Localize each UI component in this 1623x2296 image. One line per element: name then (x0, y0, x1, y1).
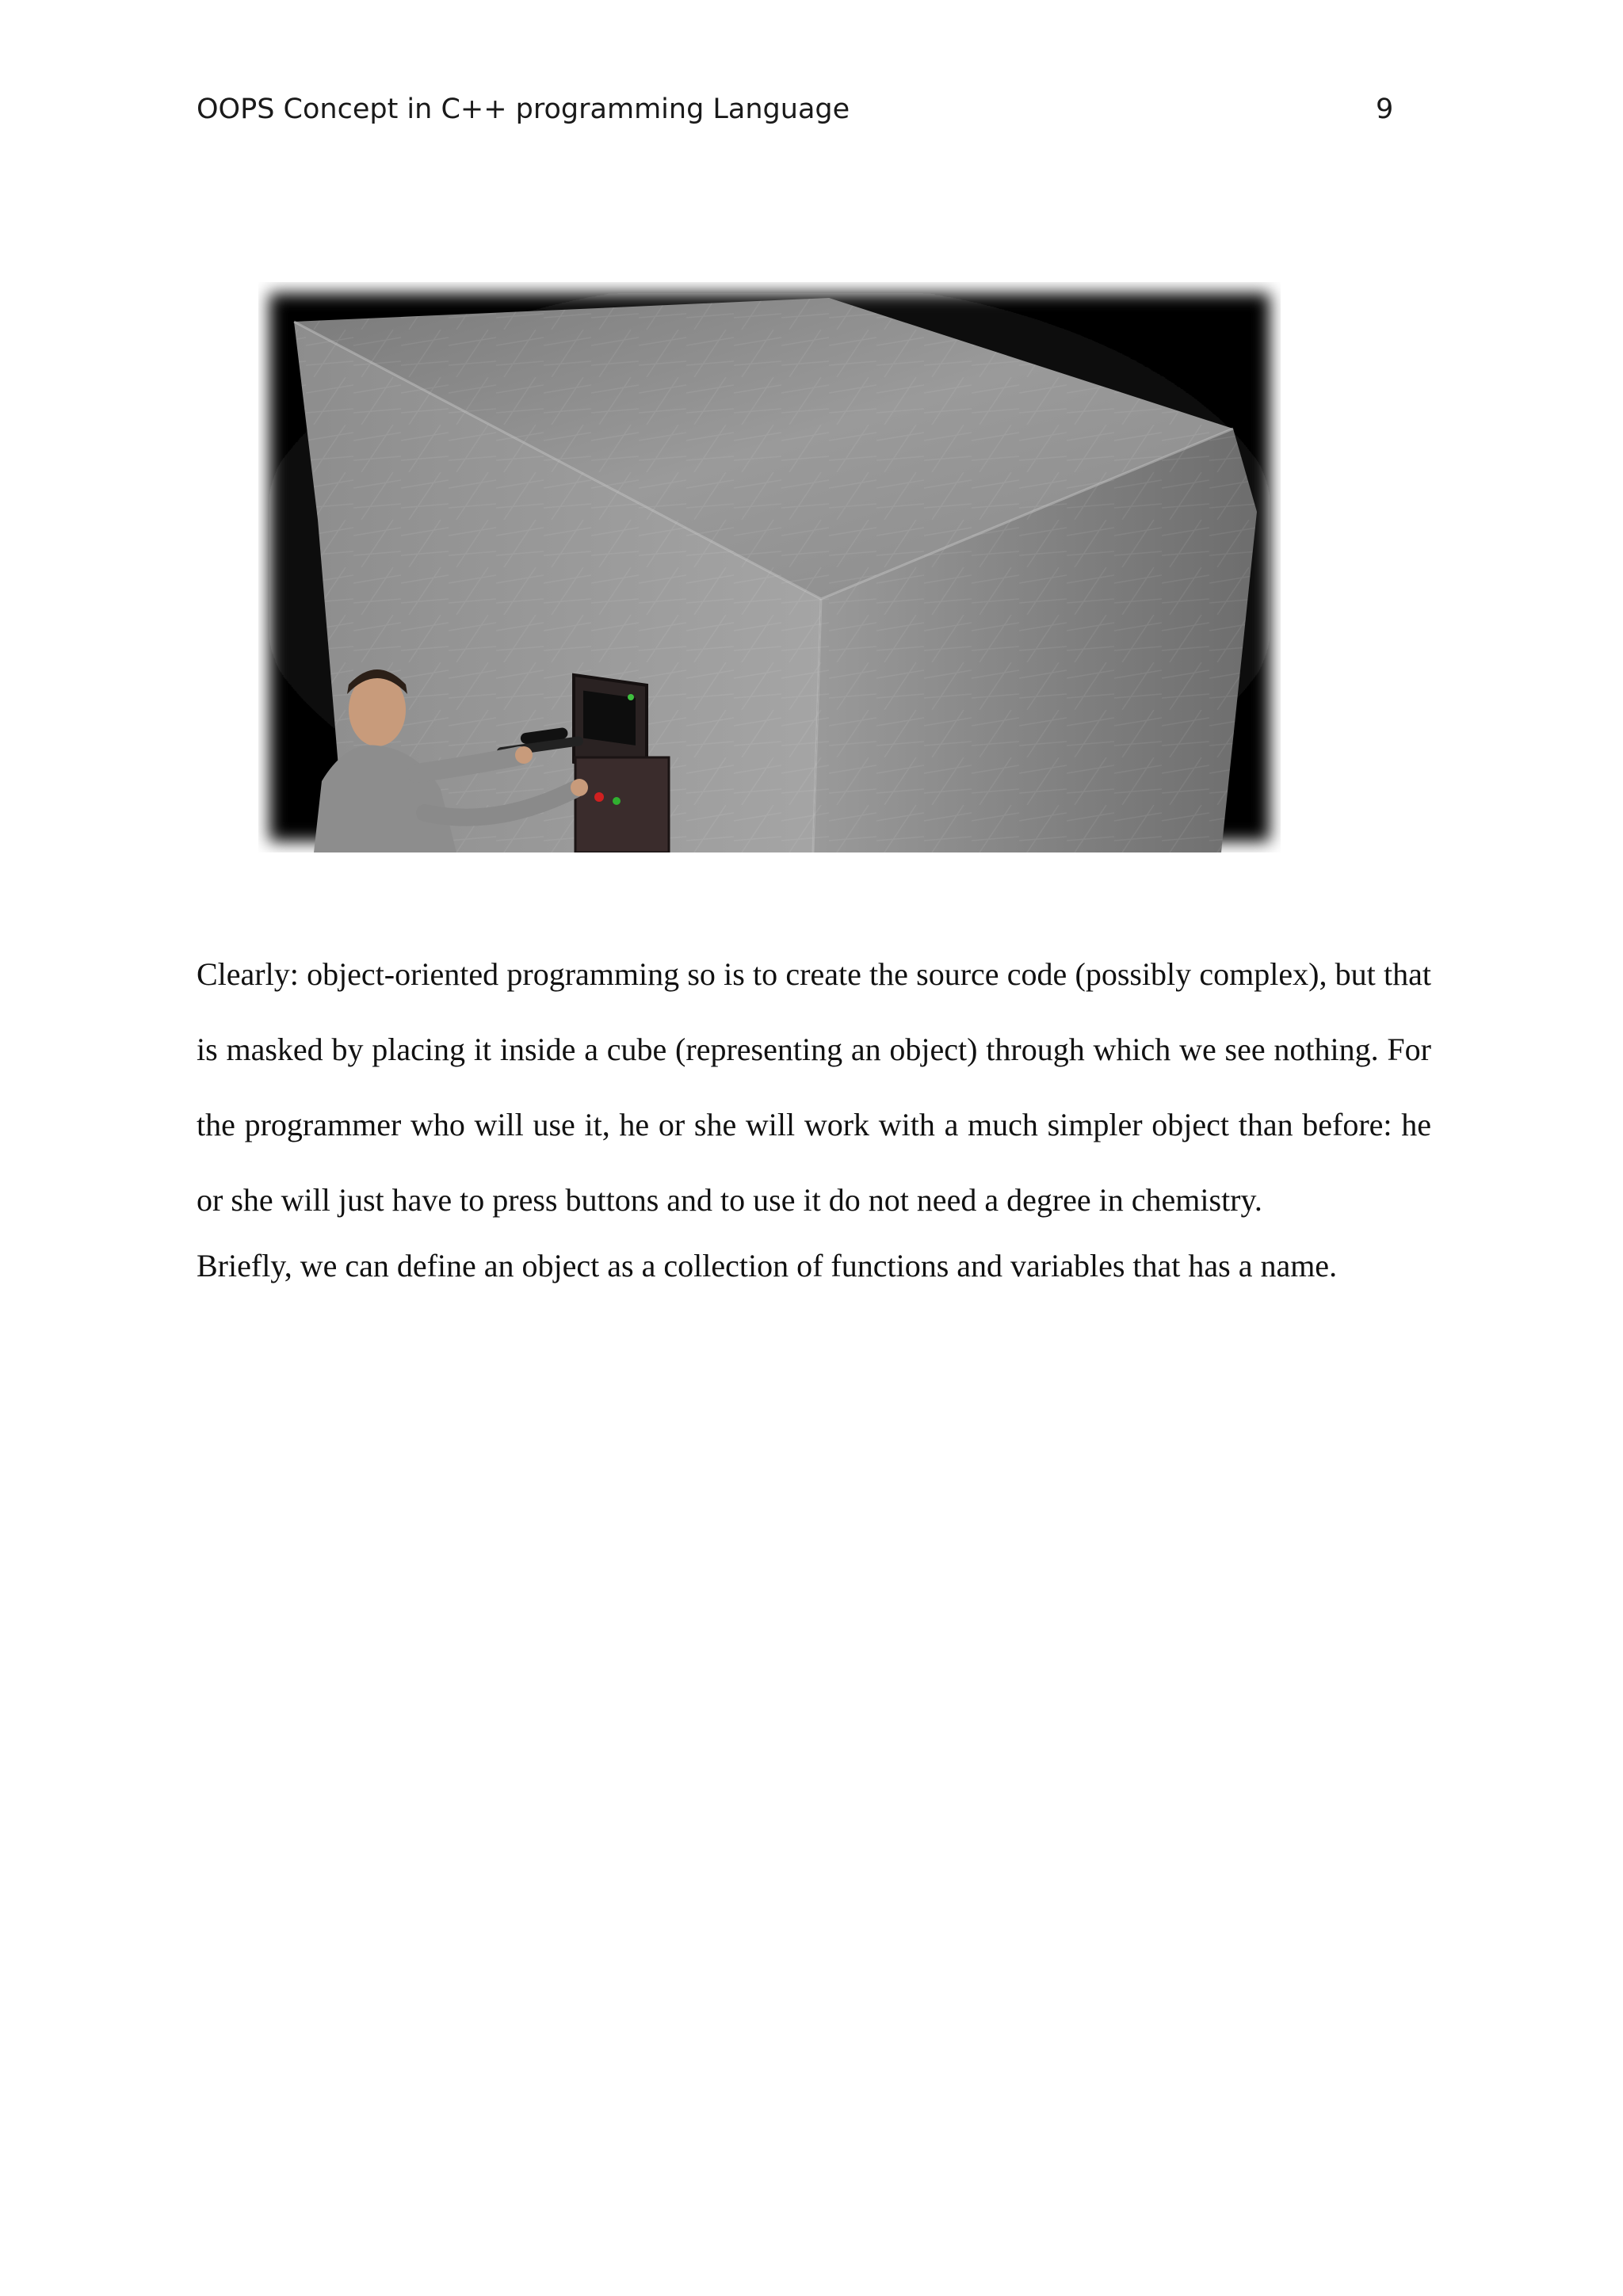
running-header (197, 93, 1401, 141)
paragraph-2: Briefly, we can define an object as a collection of functions and variables that has a name. (197, 1248, 1338, 1283)
paragraph-1: Clearly: object-oriented programming so is to create the source code (possibly complex), but that is masked by placing it inside a cube (representing an object) through which we see nothing. For the programmer who will use it, he or she will work with a much simpler object than before: he or she will just have to press buttons and to use it do not need a degree in chemistry. (197, 956, 1431, 1218)
cube-illustration-icon (258, 282, 1281, 852)
cube-illustration (258, 282, 1281, 852)
page-number: 9 (1376, 93, 1394, 125)
header-title: OOPS Concept in C++ programming Language (197, 93, 850, 125)
body-text (197, 936, 1431, 1285)
